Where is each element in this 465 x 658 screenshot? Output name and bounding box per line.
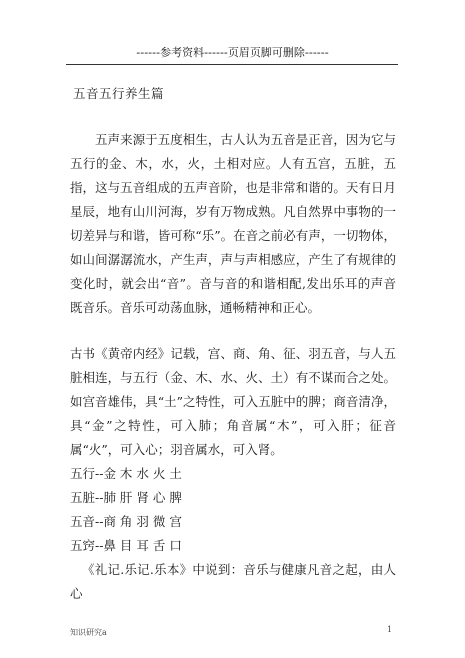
list-item-five-orifices: 五窍--鼻 目 耳 舌 口 <box>70 538 182 553</box>
list-item-five-organs: 五脏--肺 肝 肾 心 脾 <box>70 490 182 505</box>
header-divider <box>66 64 398 65</box>
page-header: ------参考资料------页眉页脚可删除------ <box>136 46 329 59</box>
document-body <box>70 128 396 606</box>
paragraph-five-sounds: 五声来源于五度相生，古人认为五音是正音，因为它与五行的金、木，水，火，土相对应。人有五宫，五脏，五指，这与五音组成的五声音阶，也是非常和谐的。天有日月星辰，地有山川河海，岁有万物成熟。凡自然界中事物的一切差异与和谐，皆可称“乐”。在音之前必有声，一切物体，如山间潺潺流水，产生声，声与声相感应，产生了有规律的变化时，就会出“音”。音与音的和谐相配,发出乐耳的声音既音乐。音乐可动荡血脉，通畅精神和正心。 <box>70 132 396 315</box>
list-item-five-elements: 五行--金 木 水 火 土 <box>70 466 182 481</box>
list-item-five-tones: 五音--商 角 羽 微 宫 <box>70 514 182 529</box>
paragraph-gap <box>70 320 396 342</box>
footer-label: 知识研究a <box>70 628 107 637</box>
document-title: 五音五行养生篇 <box>73 86 165 101</box>
paragraph-huangdi-neijing: 古书《黄帝内经》记载，宫、商、角、征、羽五音，与人五脏相连，与五行（金、木、水、火、土）有不谋而合之处。如宫音雄伟，具“土”之特性，可入五脏中的脾；商音清净，具“金”之特性，可入肺；角音属“木”，可入肝；征音属“火”，可入心；羽音属水，可入肾。 <box>70 346 396 457</box>
page-number: 1 <box>387 625 393 634</box>
paragraph-liji: 《礼记.乐记.乐本》中说到：音乐与健康凡音之起，由人心 <box>70 562 396 601</box>
